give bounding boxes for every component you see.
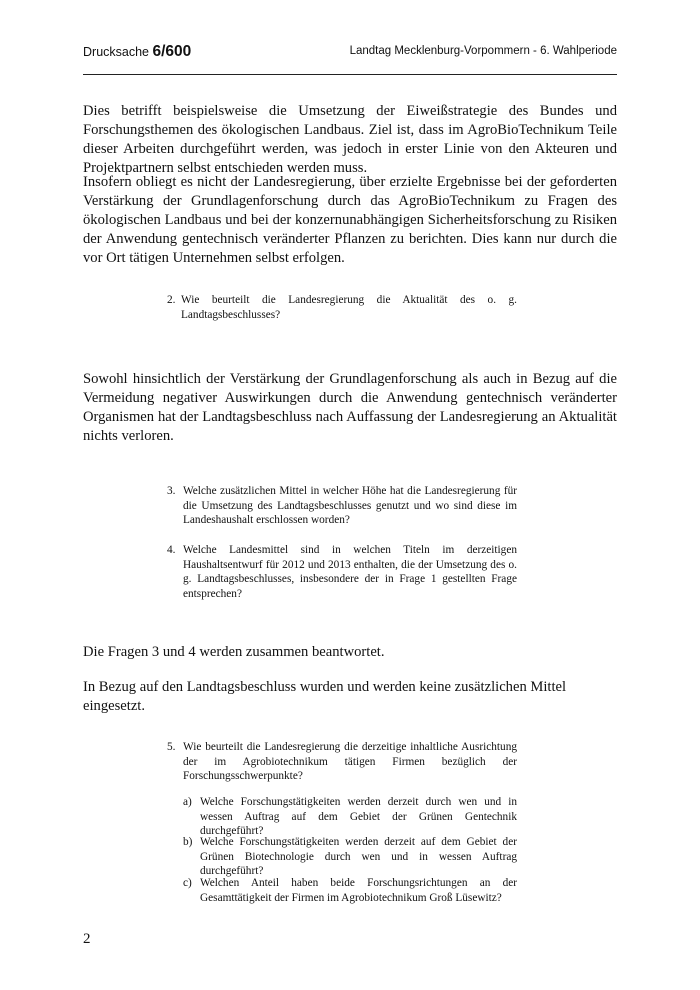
question-5c-label: c) <box>183 877 192 889</box>
question-5 <box>167 740 517 784</box>
question-2-number: 2. <box>167 294 176 306</box>
page-header <box>83 40 617 75</box>
question-5b <box>183 835 517 879</box>
question-5a <box>183 795 517 839</box>
answer-paragraph-3: Sowohl hinsichtlich der Verstärkung der Grundlagenforschung als auch in Bezug auf die Vermeidung negativer Auswirkungen durch die Anwendung gentechnisch veränderter Organismen hat der Landtagsbeschluss nach Auffassung der Landesregierung an Aktualität nichts verloren. <box>83 371 617 445</box>
question-2 <box>167 293 517 322</box>
answer-paragraph-1: Dies betrifft beispielsweise die Umsetzung der Eiweißstrategie des Bundes und Forschungsthemen des ökologischen Landbaus. Ziel ist, dass im AgroBioTechnikum Teile dieser Arbeiten durchgeführt werden, was jedoch in erster Linie von den Akteuren und Projektpartnern selbst entschieden werden muss. <box>83 103 617 177</box>
question-3-number: 3. <box>167 485 176 497</box>
question-5b-label: b) <box>183 836 193 848</box>
question-5c <box>183 876 517 905</box>
answer-paragraph-4: Die Fragen 3 und 4 werden zusammen beantwortet. <box>83 644 385 660</box>
question-4 <box>167 543 517 601</box>
document-number <box>83 43 191 61</box>
question-4-number: 4. <box>167 544 176 556</box>
question-5a-label: a) <box>183 796 192 808</box>
answer-paragraph-2: Insofern obliegt es nicht der Landesregierung, über erzielte Ergebnisse bei der geforderten Verstärkung der Grundlagenforschung durch das AgroBioTechnikum zu Fragen des ökologischen Landbaus und bei der konzernunabhängigen Sicherheitsforschung zu Risiken der Anwendung gentechnisch veränderter Pflanzen zu berichten. Dies kann nur durch die vor Ort tätigen Unternehmen selbst erfolgen. <box>83 174 617 267</box>
document-prefix: Drucksache <box>83 45 153 59</box>
question-5-number: 5. <box>167 741 176 753</box>
question-5-text: Wie beurteilt die Landesregierung die derzeitige inhaltliche Ausrichtung der im Agrobiotechnikum tätigen Firmen bezüglich der Forschungsschwerpunkte? <box>183 741 517 783</box>
document-number-value: 6/600 <box>152 43 192 60</box>
question-5c-text: Welchen Anteil haben beide Forschungsrichtungen an der Gesamttätigkeit der Firmen im Agrobiotechnikum Groß Lüsewitz? <box>200 877 517 904</box>
page-number: 2 <box>83 931 91 947</box>
question-5b-text: Welche Forschungstätigkeiten werden derzeit auf dem Gebiet der Grünen Biotechnologie durch wen und in wessen Auftrag durchgeführt? <box>200 836 517 878</box>
question-4-text: Welche Landesmittel sind in welchen Titeln im derzeitigen Haushaltsentwurf für 2012 und 2013 enthalten, die der Umsetzung des o. g. Landtagsbeschlusses, insbesondere der in Frage 1 gestellten Frage entsprechen? <box>183 544 517 600</box>
question-5a-text: Welche Forschungstätigkeiten werden derzeit durch wen und in wessen Auftrag auf dem Gebiet der Grünen Gentechnik durchgeführt? <box>200 796 517 838</box>
question-2-text: Wie beurteilt die Landesregierung die Aktualität des o. g. Landtagsbeschlusses? <box>181 294 517 321</box>
question-3 <box>167 484 517 528</box>
question-3-text: Welche zusätzlichen Mittel in welcher Höhe hat die Landesregierung für die Umsetzung des Landtagsbeschlusses genutzt und wo sind diese im Landeshaushalt erschlossen worden? <box>183 485 517 527</box>
answer-paragraph-5: In Bezug auf den Landtagsbeschluss wurden und werden keine zusätzlichen Mittel eingesetzt. <box>83 679 567 715</box>
parliament-title: Landtag Mecklenburg-Vorpommern - 6. Wahlperiode <box>349 45 617 57</box>
